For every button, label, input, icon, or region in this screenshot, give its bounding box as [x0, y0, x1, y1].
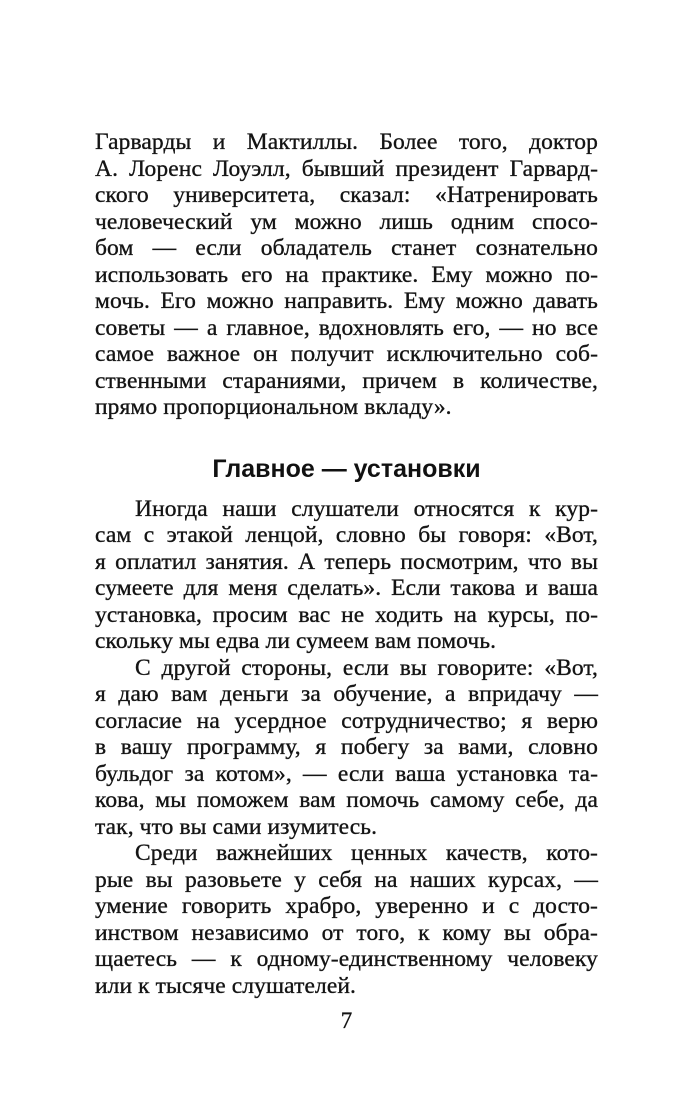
text-line: щаетесь — к одному-единственному человеку [95, 946, 598, 972]
text-line: мочь. Его можно направить. Ему можно давать [95, 288, 598, 314]
text-line: или к тысяче слушателей. [95, 972, 357, 999]
text-line: инством независимо от того, к кому вы обра- [95, 919, 598, 946]
page-number: 7 [340, 1008, 353, 1033]
text-line: С другой стороны, если вы говорите: «Вот, [135, 654, 598, 681]
text-line: сумеете для меня сделать». Если такова и ваша [95, 575, 598, 601]
text-line: советы — а главное, вдохновлять его, — но все [95, 314, 598, 341]
text-line: умение говорить храбро, уверенно и с досто- [95, 893, 598, 919]
text-line: Иногда наши слушатели относятся к кур- [135, 495, 598, 522]
text-line: самое важное он получит исключительно соб- [95, 341, 598, 367]
text-line: в вашу программу, я побегу за вами, словно [95, 734, 598, 760]
paragraph [95, 496, 598, 655]
text-line: я оплатил занятия. А теперь посмотрим, что вы [95, 548, 598, 575]
text-line: А. Лоренс Лоуэлл, бывший президент Гарвард- [95, 155, 598, 182]
text-line: бульдог за котом», — если ваша установка та- [95, 760, 598, 787]
text-line: человеческий ум можно лишь одним спосо- [95, 208, 598, 235]
text-line: Гарварды и Мактиллы. Более того, доктор [95, 129, 598, 155]
text-line: ственными стараниями, причем в количестве, [95, 367, 598, 394]
paragraph [95, 655, 598, 841]
text-line: скольку мы едва ли сумеем вам помочь. [95, 628, 497, 654]
text-line: согласие на усердное сотрудничество; я верю [95, 707, 598, 734]
text-line: Среди важнейших ценных качеств, кото- [135, 840, 598, 866]
text-line: сам с этакой ленцой, словно бы говоря: «Вот, [95, 522, 598, 548]
text-line: ского университета, сказал: «Натренировать [95, 182, 598, 208]
text-line: установка, просим вас не ходить на курсы, по- [95, 601, 598, 628]
paragraph [95, 129, 598, 421]
section-heading: Главное — установки [212, 454, 481, 483]
text-line: я даю вам деньги за обучение, а впридачу — [95, 681, 598, 707]
text-line: бом — если обладатель станет сознательно [95, 235, 598, 261]
paragraph [95, 840, 598, 999]
text-line: так, что вы сами изумитесь. [95, 813, 378, 840]
text-line: кова, мы поможем вам помочь самому себе, да [95, 787, 598, 813]
text-line: рые вы разовьете у себя на наших курсах, — [95, 866, 598, 893]
page-content [95, 129, 598, 999]
text-line: прямо пропорциональном вкладу». [95, 394, 452, 420]
text-line: использовать его на практике. Ему можно по- [95, 261, 598, 288]
